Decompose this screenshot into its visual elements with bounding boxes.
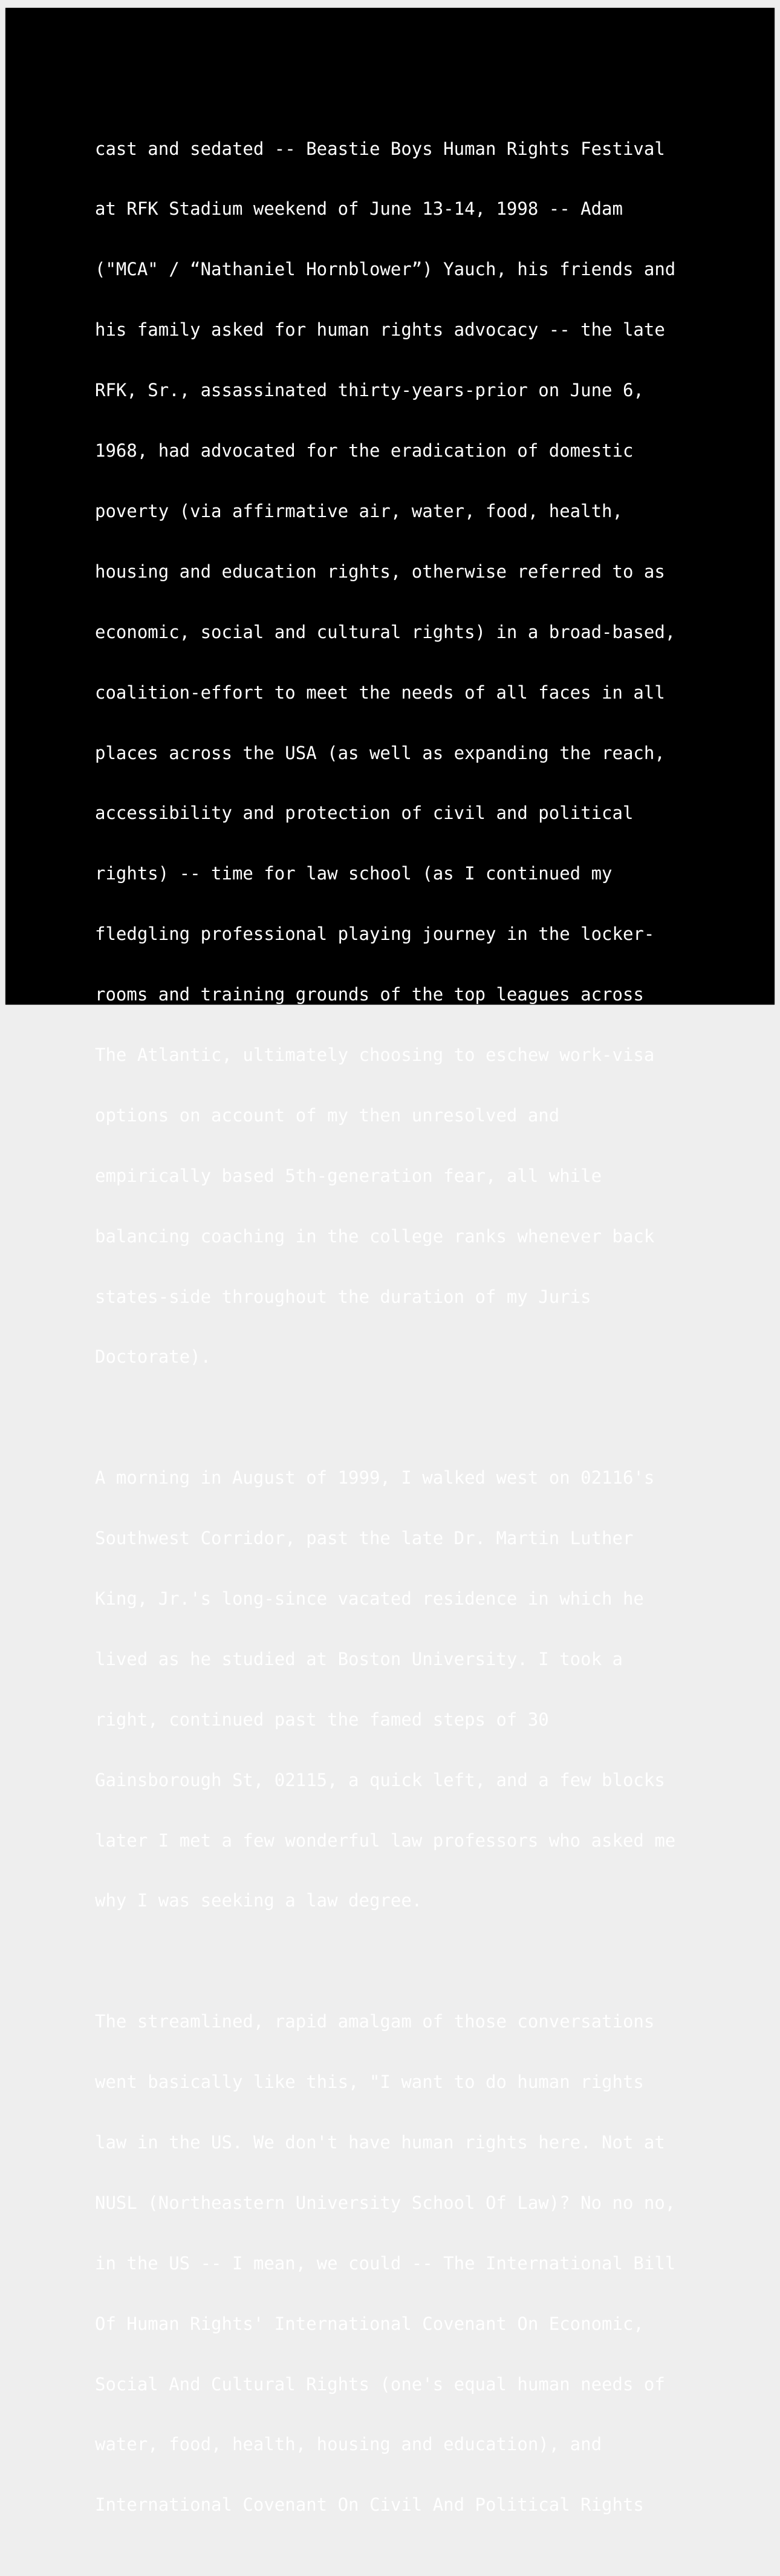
text-line: ("MCA" / “Nathaniel Hornblower”) Yauch, his friends and [95,259,676,280]
text-line: Doctorate). [95,1346,212,1368]
text-line: lived as he studied at Boston University. I took a [95,1648,623,1669]
text-line: rights) -- time for law school (as I continued my [95,863,613,884]
document-page [5,8,775,2516]
text-line: RFK, Sr., assassinated thirty-years-prior on June 6, [95,380,644,401]
text-line: went basically like this, "I want to do human rights [95,2072,644,2093]
text-line: coalition-effort to meet the needs of all faces in all [95,682,665,703]
text-line: water, food, health, housing and education), and [95,2434,602,2455]
text-line: later I met a few wonderful law professors who asked me [95,1830,676,1851]
text-line: economic, social and cultural rights) in a broad-based, [95,621,676,642]
document-body [95,99,760,2576]
paragraph-1 [95,99,760,1407]
text-line: The streamlined, rapid amalgam of those conversations [95,2011,655,2032]
text-line: International Covenant On Civil And Political Rights [95,2494,644,2516]
text-line: options on account of my then unresolved and [95,1104,560,1126]
text-line: at RFK Stadium weekend of June 13-14, 1998 -- Adam [95,198,623,220]
text-line: balancing coaching in the college ranks whenever back [95,1225,655,1247]
text-line: A morning in August of 1999, I walked west on 02116's [95,1467,655,1489]
text-line: Of Human Rights' International Covenant On Economic, [95,2313,644,2334]
text-line: law in the US. We don't have human rights here. Not at [95,2131,665,2153]
text-line: places across the USA (as well as expanding the reach, [95,742,665,763]
text-line: fledgling professional playing journey in the locker- [95,924,655,945]
text-line: his family asked for human rights advocacy -- the late [95,319,665,341]
text-line: housing and education rights, otherwise referred to as [95,561,665,582]
text-line: right, continued past the famed steps of 30 [95,1709,549,1730]
text-line: King, Jr.'s long-since vacated residence in which he [95,1588,644,1609]
text-line: why I was seeking a law degree. [95,1890,423,1911]
text-line: accessibility and protection of civil and political [95,803,634,824]
text-line: 1968, had advocated for the eradication of domestic [95,440,634,461]
text-line: NUSL (Northeastern University School Of Law)? No no no, [95,2192,676,2213]
text-line: empirically based 5th-generation fear, all while [95,1165,602,1186]
text-line: The Atlantic, ultimately choosing to eschew work-visa [95,1044,655,1065]
text-line: rooms and training grounds of the top leagues across [95,984,644,1005]
text-line: states-side throughout the duration of my Juris [95,1286,591,1307]
paragraph-2 [95,1428,760,1952]
text-line: Southwest Corridor, past the late Dr. Martin Luther [95,1528,634,1549]
paragraph-3 [95,1972,760,2556]
text-line: in the US -- I mean, we could -- The International Bill [95,2252,676,2274]
text-line: Social And Cultural Rights (one's equal human needs of [95,2373,665,2395]
text-line: Gainsborough St, 02115, a quick left, and a few blocks [95,1769,665,1790]
text-line: poverty (via affirmative air, water, food, health, [95,500,623,521]
text-line: cast and sedated -- Beastie Boys Human Rights Festival [95,138,665,159]
